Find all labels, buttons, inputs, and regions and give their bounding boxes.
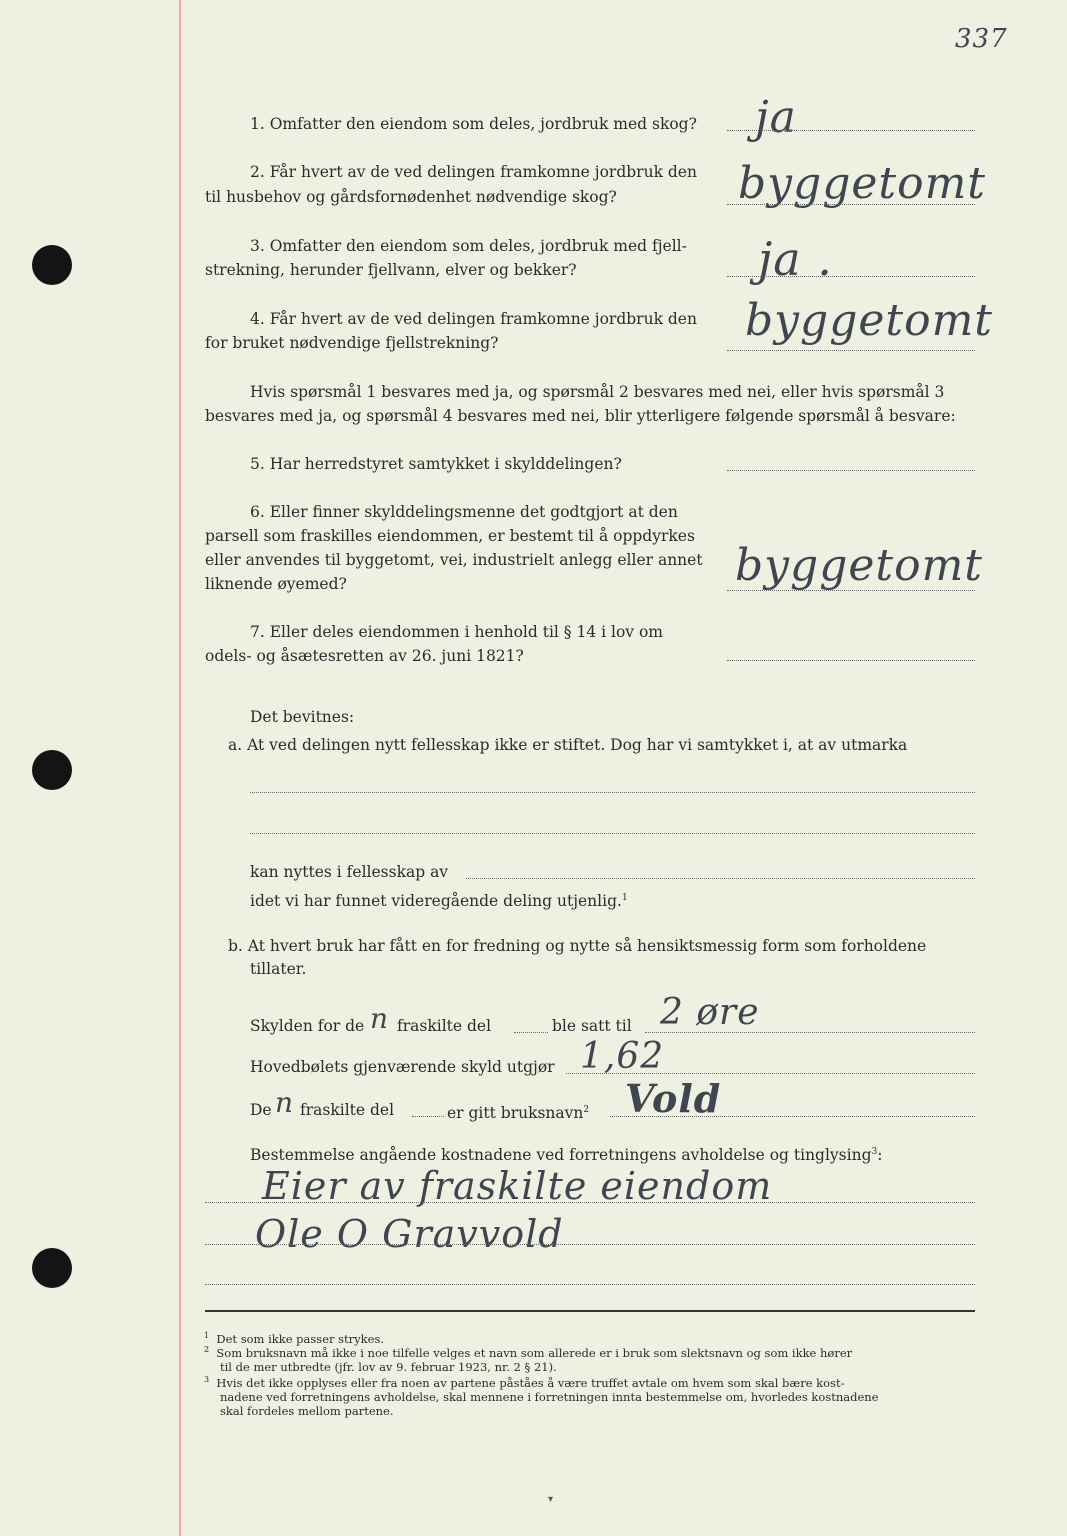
attest-a-blank-3 (466, 878, 975, 879)
answer-1: ja (755, 92, 797, 143)
footnote-2-number: 2 (204, 1345, 210, 1354)
footnote-3-line-2: nadene ved forretningens avholdelse, skal mennene i forretningen inntа bestemmelse om, hvorledes kostnadene (220, 1389, 879, 1404)
attest-a-blank-1 (250, 792, 975, 793)
answer-line-1 (727, 130, 975, 131)
question-5: 5. Har herredstyret samtykket i skylddelingen? (250, 455, 622, 473)
condition-line-2: besvares med ja, og spørsmål 4 besvares med nei, blir ytterligere følgende spørsmål å besvare: (205, 407, 956, 425)
punch-hole-top (32, 245, 72, 285)
kost-line-2 (205, 1244, 975, 1245)
skyld-blank (514, 1032, 548, 1033)
punch-hole-middle (32, 750, 72, 790)
hoved-label: Hovedbølets gjenværende skyld utgjør (250, 1058, 555, 1076)
answer-4: byggetomt (745, 295, 993, 346)
question-2-line-1: 2. Får hvert av de ved delingen framkomne jordbruk den (250, 163, 697, 181)
answer-3: ja . (758, 232, 833, 286)
footnote-2-line-2: til de mer utbredte (jfr. lov av 9. februar 1923, nr. 2 § 21). (220, 1359, 557, 1374)
attest-b-line-2: tillater. (250, 960, 307, 978)
kost-label-colon: : (877, 1146, 883, 1165)
kost-handwritten-line-2: Ole O Gravvold (255, 1212, 564, 1256)
footnote-1-text: Det som ikke passer strykes. (216, 1331, 384, 1346)
answer-line-5 (727, 470, 975, 471)
footnote-ref-1: 1 (621, 893, 628, 903)
attest-heading: Det bevitnes: (250, 708, 355, 726)
attest-a-blank-2 (250, 833, 975, 834)
navn-value: Vold (625, 1076, 722, 1121)
footnote-separator (205, 1310, 975, 1312)
question-3-line-2: strekning, herunder fjellvann, elver og bekker? (205, 261, 577, 279)
kost-label-text: Bestemmelse angående kostnadene ved forretningens avholdelse og tinglysing (250, 1146, 872, 1165)
hoved-value-line (566, 1073, 975, 1074)
page-number: 337 (955, 24, 1008, 54)
question-4-line-2: for bruket nødvendige fjellstrekning? (205, 334, 499, 352)
red-margin-line (179, 0, 181, 1536)
kost-line-1 (205, 1202, 975, 1203)
question-6-line-1: 6. Eller finner skylddelingsmenne det godtgjort at den (250, 503, 678, 521)
skyld-handwritten-n: n (370, 1002, 390, 1035)
navn-handwritten-n: n (275, 1086, 295, 1119)
kost-handwritten-line-1: Eier av fraskilte eiendom (262, 1164, 773, 1208)
attest-a-line-3 (250, 886, 628, 914)
footnote-3-line-3: skal fordeles mellom partene. (220, 1403, 394, 1418)
question-6-line-2: parsell som fraskilles eiendommen, er bestemt til å oppdyrkes (205, 527, 695, 545)
skyld-value: 2 øre (660, 992, 760, 1033)
question-7-line-2: odels- og åsætesretten av 26. juni 1821? (205, 647, 524, 665)
answer-line-4 (727, 350, 975, 351)
footnote-1-number: 1 (204, 1331, 210, 1340)
question-7-line-1: 7. Eller deles eiendommen i henhold til § 14 i lov om (250, 623, 664, 641)
attest-a-line-1: a. At ved delingen nytt fellesskap ikke er stiftet. Dog har vi samtykket i, at av utmarka (228, 736, 908, 754)
footnote-3 (204, 1373, 979, 1418)
question-1: 1. Omfatter den eiendom som deles, jordbruk med skog? (250, 115, 697, 133)
question-6-line-3: eller anvendes til byggetomt, vei, industrielt anlegg eller annet (205, 551, 703, 569)
answer-line-3 (727, 276, 975, 277)
kost-line-3 (205, 1284, 975, 1285)
footnote-2-line-1 (204, 1343, 979, 1360)
footnote-ref-2: 2 (583, 1105, 590, 1115)
footnote-3-number: 3 (204, 1375, 210, 1384)
footnote-ref-3: 3 (871, 1147, 878, 1157)
footnote-2-text-1: Som bruksnavn må ikke i noe tilfelle velges et navn som allerede er i bruk som slektsnavn og som ikke hører (216, 1345, 853, 1360)
skyld-value-line (645, 1032, 975, 1033)
navn-label-post (447, 1098, 589, 1126)
navn-label-post-text: er gitt bruksnavn (447, 1104, 584, 1123)
punch-hole-bottom (32, 1248, 72, 1288)
question-4-line-1: 4. Får hvert av de ved delingen framkomne jordbruk den (250, 310, 697, 328)
skyld-label-mid: fraskilte del (397, 1017, 492, 1035)
navn-label-pre: De (250, 1101, 272, 1119)
navn-blank (412, 1116, 444, 1117)
answer-line-7 (727, 660, 975, 661)
attest-a-line-2: kan nyttes i fellesskap av (250, 863, 449, 881)
condition-line-1: Hvis spørsmål 1 besvares med ja, og spørsmål 2 besvares med nei, eller hvis spørsmål 3 (250, 383, 945, 401)
question-6-line-4: liknende øyemed? (205, 575, 347, 593)
answer-6: byggetomt (735, 540, 983, 591)
attest-b-line-1: b. At hvert bruk har fått en for fredning og nytte så hensiktsmessig form som forholdene (228, 937, 927, 955)
print-mark: ▾ (548, 1494, 554, 1505)
question-2-line-2: til husbehov og gårdsfornødenhet nødvendige skog? (205, 188, 617, 206)
footnote-2 (204, 1343, 979, 1374)
question-3-line-1: 3. Omfatter den eiendom som deles, jordbruk med fjell- (250, 237, 687, 255)
attest-a-line-3-text: idet vi har funnet videregående deling utjenlig. (250, 892, 622, 911)
skyld-label-post: ble satt til (552, 1017, 632, 1035)
navn-label-mid: fraskilte del (300, 1101, 395, 1119)
navn-value-line (610, 1116, 975, 1117)
footnote-3-line-1 (204, 1373, 979, 1390)
hoved-value: 1,62 (580, 1036, 665, 1077)
footnote-3-text-1: Hvis det ikke opplyses eller fra noen av partene påståes å være truffet avtale om hvem som skal bære kost- (216, 1375, 845, 1390)
skyld-label-pre: Skylden for de (250, 1017, 365, 1035)
answer-2: byggetomt (738, 158, 986, 209)
answer-line-6 (727, 590, 975, 591)
answer-line-2 (727, 204, 975, 205)
